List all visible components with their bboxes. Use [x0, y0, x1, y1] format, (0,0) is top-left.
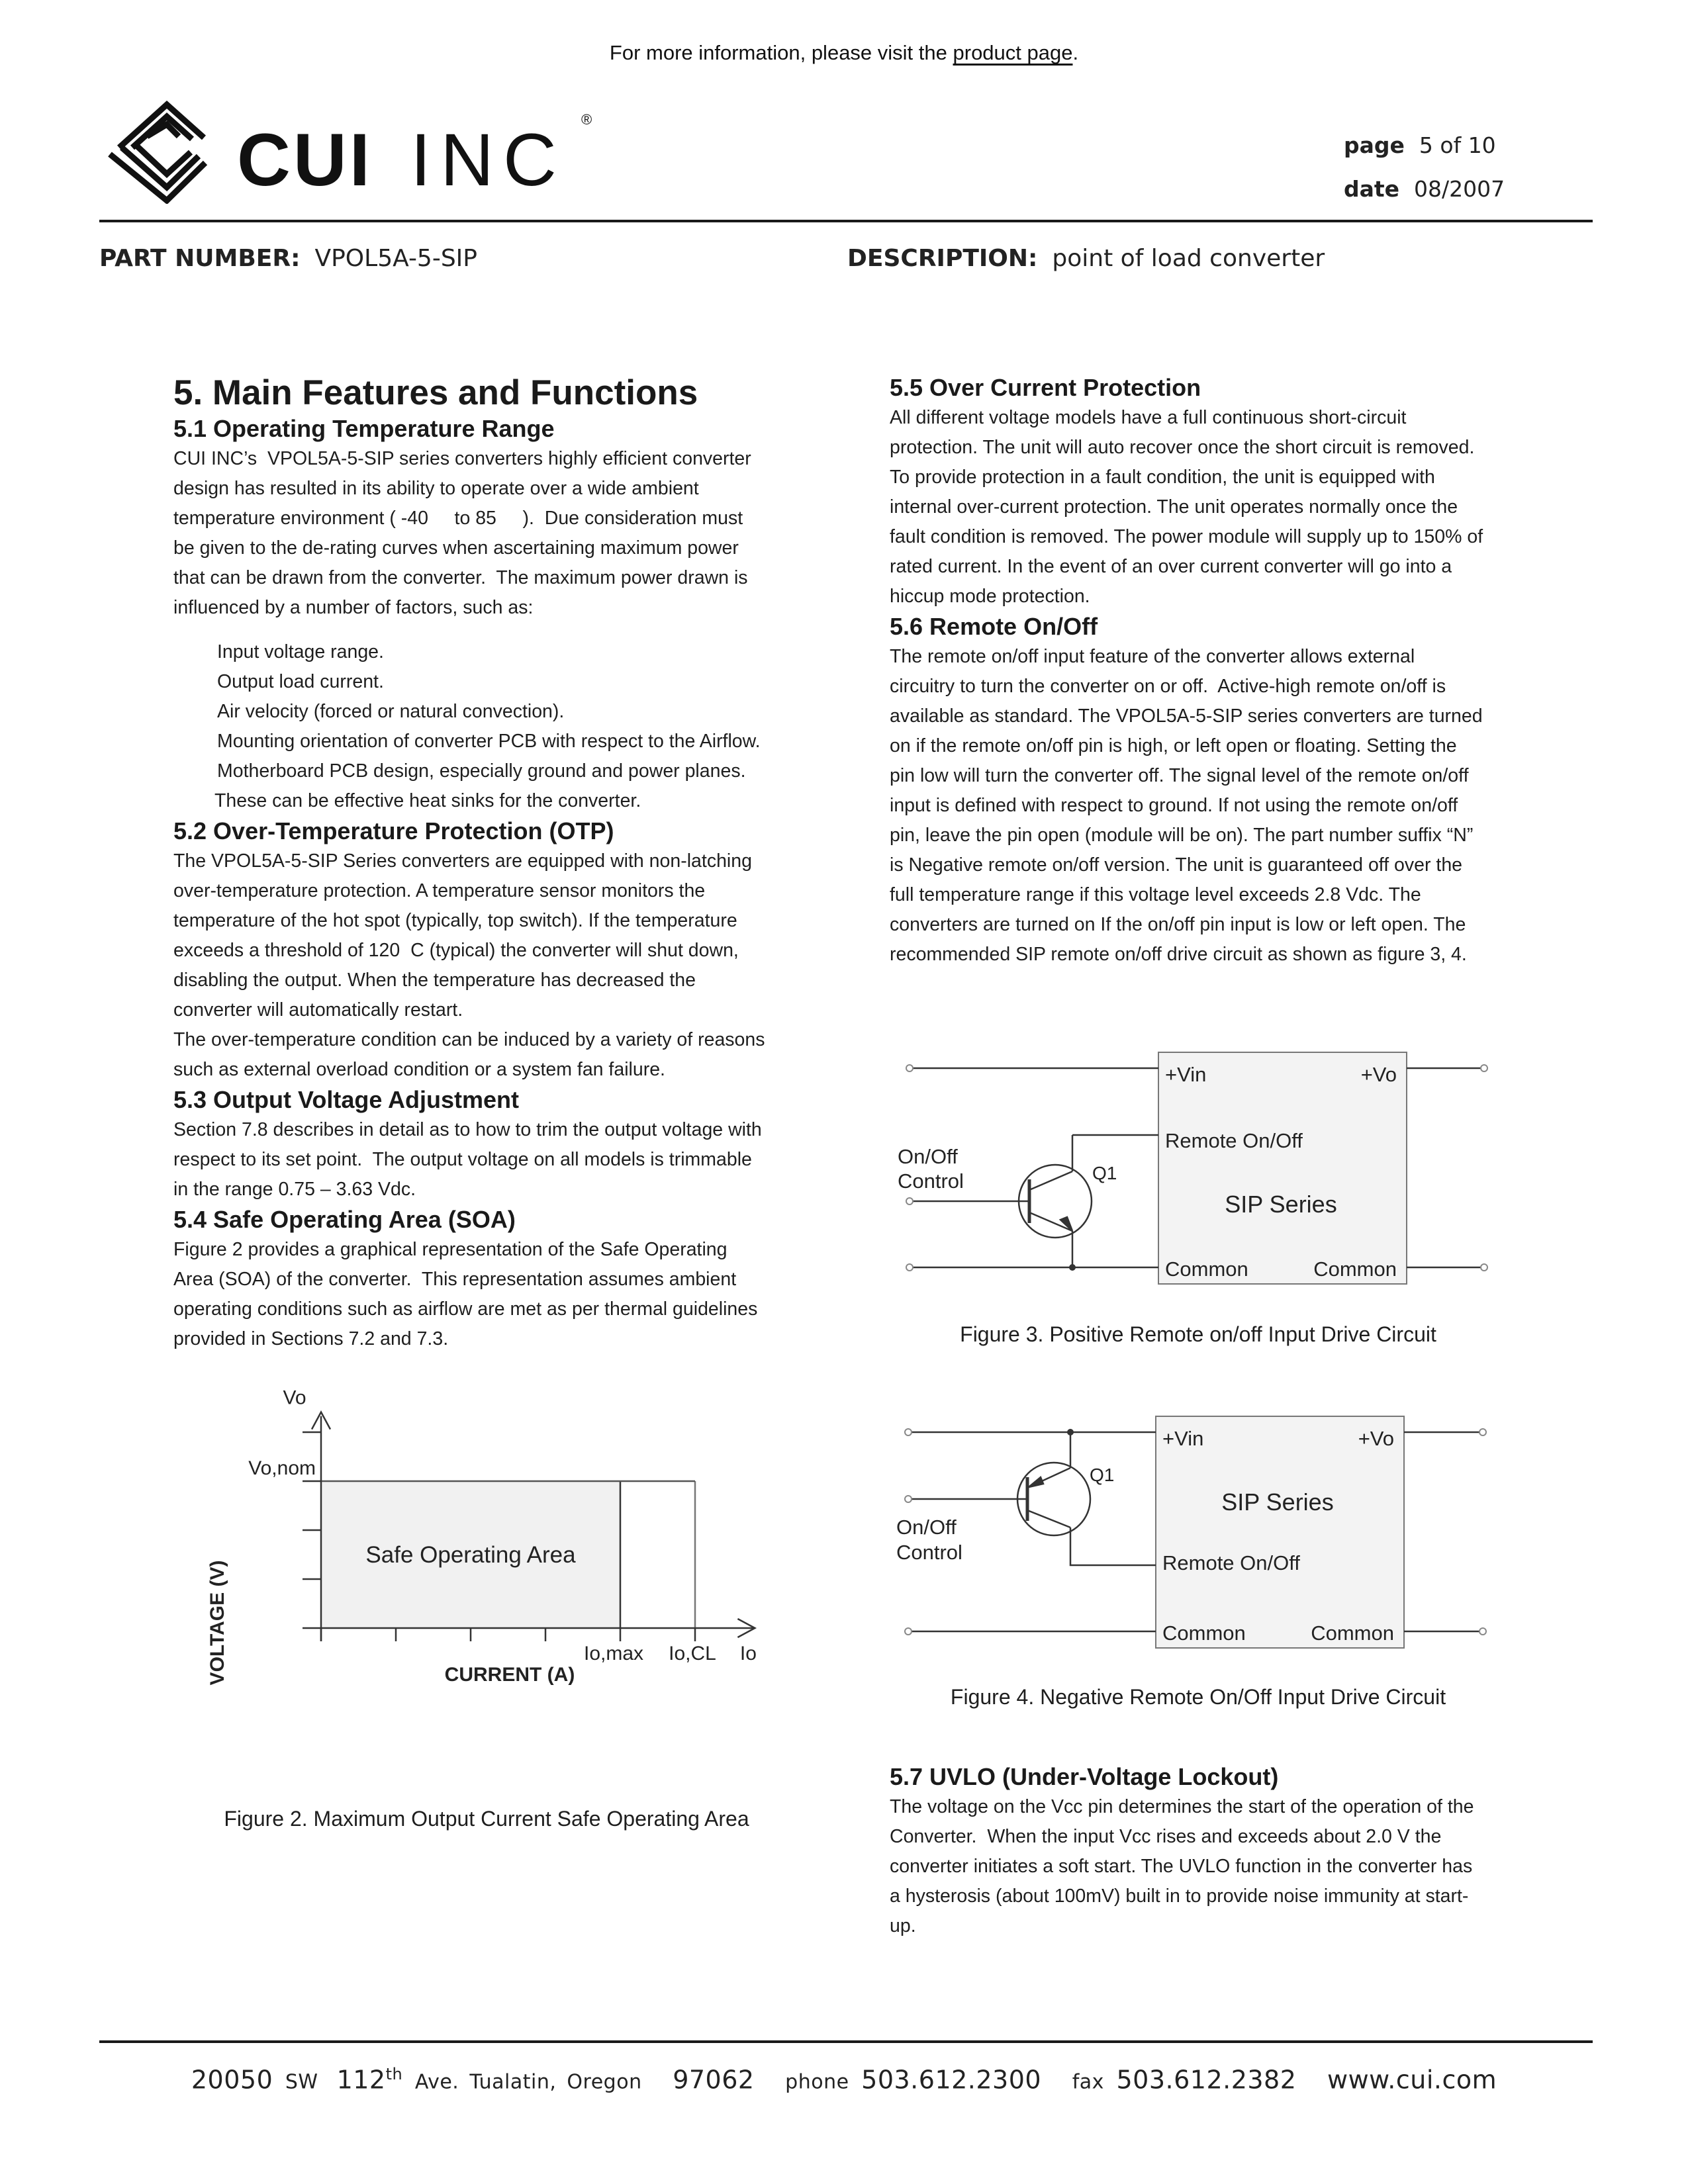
text-line: CUI INC’s VPOL5A-5-SIP series converters highly efficient converter	[173, 448, 751, 469]
page-label: page	[1344, 132, 1405, 158]
section-5-7-heading: 5.7 UVLO (Under-Voltage Lockout)	[890, 1763, 1279, 1790]
street-number: 20050	[191, 2065, 273, 2095]
text-line: respect to its set point. The output voltage on all models is trimmable	[173, 1149, 752, 1170]
page-value: 5 of 10	[1419, 132, 1496, 158]
page-indicator	[1344, 132, 1496, 158]
section-5-3-body	[173, 1115, 835, 1205]
text-line: circuitry to turn the converter on or off. Active-high remote on/off is	[890, 676, 1446, 697]
note-suffix: .	[1072, 41, 1079, 64]
registered-mark: ®	[581, 111, 592, 128]
date-label: date	[1344, 176, 1400, 202]
figure-3-caption: Figure 3. Positive Remote on/off Input Drive Circuit	[960, 1322, 1436, 1346]
phone-label: phone	[785, 2070, 849, 2094]
text-line: exceeds a threshold of 120 C (typical) the converter will shut down,	[173, 940, 739, 961]
text-line: The voltage on the Vcc pin determines the start of the operation of the	[890, 1796, 1474, 1817]
figure-4-caption: Figure 4. Negative Remote On/Off Input Drive Circuit	[950, 1685, 1446, 1709]
list-item: Mounting orientation of converter PCB with respect to the Airflow.	[217, 731, 761, 752]
description	[847, 245, 1325, 272]
factor-list	[173, 637, 835, 816]
text-line: temperature of the hot spot (typically, top switch). If the temperature	[173, 910, 737, 931]
part-number-label: PART NUMBER:	[99, 245, 301, 272]
description-label: DESCRIPTION:	[847, 245, 1038, 272]
text-line: that can be drawn from the converter. The maximum power drawn is	[173, 567, 748, 588]
text-line: hiccup mode protection.	[890, 586, 1090, 607]
sip-series-label: SIP Series	[1221, 1488, 1334, 1516]
text-line: pin low will turn the converter off. The signal level of the remote on/off	[890, 765, 1469, 786]
vin-label: +Vin	[1165, 1063, 1207, 1086]
section-5-4-heading: 5.4 Safe Operating Area (SOA)	[173, 1206, 516, 1233]
npn-transistor-icon	[1019, 1165, 1092, 1238]
right-column	[890, 373, 1552, 970]
footer-address	[0, 2065, 1688, 2095]
pnp-transistor-icon	[1017, 1463, 1090, 1535]
region-label: Safe Operating Area	[365, 1542, 576, 1568]
common-left-label: Common	[1165, 1257, 1248, 1281]
remote-label: Remote On/Off	[1162, 1551, 1300, 1574]
phone-number: 503.612.2300	[861, 2065, 1042, 2095]
text-line: The remote on/off input feature of the converter allows external	[890, 646, 1415, 667]
text-line: design has resulted in its ability to operate over a wide ambient	[173, 478, 699, 499]
text-line: influenced by a number of factors, such as:	[173, 597, 534, 618]
text-line: Converter. When the input Vcc rises and exceeds about 2.0 V the	[890, 1826, 1442, 1847]
text-line: converter initiates a soft start. The UVLO function in the converter has	[890, 1856, 1473, 1877]
note-prefix: For more information, please visit the	[609, 41, 953, 64]
street-suffix: th	[385, 2065, 403, 2083]
sip-series-label: SIP Series	[1225, 1191, 1337, 1218]
brand-name-light: INC	[410, 118, 566, 201]
part-number	[99, 245, 477, 272]
text-line: over-temperature protection. A temperature sensor monitors the	[173, 880, 706, 901]
vo-nom-label: Vo,nom	[248, 1457, 316, 1479]
control-label-line1: On/Off	[896, 1516, 957, 1539]
list-item: Output load current.	[217, 671, 384, 692]
text-line: in the range 0.75 – 3.63 Vdc.	[173, 1179, 416, 1200]
section-5-7	[890, 1762, 1552, 1941]
text-line: operating conditions such as airflow are met as per thermal guidelines	[173, 1298, 758, 1320]
fax-number: 503.612.2382	[1116, 2065, 1297, 2095]
footer-rule	[99, 2040, 1593, 2043]
control-label-line2: Control	[898, 1169, 964, 1193]
street-rest: Ave. Tualatin, Oregon	[414, 2070, 642, 2094]
sip-module-block	[1156, 1416, 1404, 1648]
text-line: input is defined with respect to ground. If not using the remote on/off	[890, 795, 1458, 816]
text-line: recommended SIP remote on/off drive circuit as shown as figure 3, 4.	[890, 944, 1467, 965]
text-line: be given to the de-rating curves when ascertaining maximum power	[173, 537, 739, 559]
common-left-label: Common	[1162, 1621, 1246, 1645]
vin-label: +Vin	[1162, 1427, 1204, 1450]
list-item: Motherboard PCB design, especially ground and power planes.	[217, 760, 746, 782]
section-5-2-body	[173, 846, 835, 1085]
text-line: converters are turned on If the on/off pin input is low or left open. The	[890, 914, 1466, 935]
text-line: internal over-current protection. The unit operates normally once the	[890, 496, 1458, 518]
section-5-6-body	[890, 642, 1552, 970]
remote-wire	[1070, 1527, 1156, 1565]
street-no: 112	[336, 2065, 386, 2095]
section-5-3-heading: 5.3 Output Voltage Adjustment	[173, 1086, 520, 1113]
brand-name-bold: CUI	[237, 118, 373, 201]
text-line: such as external overload condition or a system fan failure.	[173, 1059, 665, 1080]
text-line: temperature environment ( -40 to 85 ). Due consideration must	[173, 508, 743, 529]
control-label-line2: Control	[896, 1541, 962, 1564]
header-rule	[99, 220, 1593, 222]
section-5-6-heading: 5.6 Remote On/Off	[890, 613, 1098, 640]
section-5-4-body	[173, 1235, 835, 1354]
junction-dot	[1067, 1429, 1074, 1435]
sip-module-block	[1158, 1052, 1407, 1284]
cui-logo	[106, 98, 609, 204]
figure-4-circuit	[887, 1396, 1509, 1674]
cui-diamond-icon	[110, 105, 205, 201]
text-line: protection. The unit will auto recover once the short circuit is removed.	[890, 437, 1475, 458]
text-line: available as standard. The VPOL5A-5-SIP series converters are turned	[890, 705, 1483, 727]
text-line: on if the remote on/off pin is high, or left open or floating. Setting the	[890, 735, 1457, 756]
page-title: 5. Main Features and Functions	[173, 373, 698, 412]
date-indicator	[1344, 176, 1505, 202]
y-axis-label: VOLTAGE (V)	[207, 1560, 228, 1686]
factor-list-note: These can be effective heat sinks for the converter.	[214, 790, 641, 811]
figure-3-circuit	[887, 1032, 1509, 1310]
x-axis-symbol: Io	[739, 1643, 757, 1664]
left-column	[173, 373, 835, 1354]
product-page-link[interactable]: product page	[953, 41, 1073, 64]
junction-dot	[1069, 1264, 1076, 1271]
list-item: Air velocity (forced or natural convection).	[217, 701, 565, 722]
vo-label: +Vo	[1360, 1063, 1397, 1086]
section-5-1-body	[173, 444, 835, 623]
text-line: converter will automatically restart.	[173, 999, 463, 1021]
section-5-5-heading: 5.5 Over Current Protection	[890, 374, 1201, 401]
text-line: To provide protection in a fault condition, the unit is equipped with	[890, 467, 1435, 488]
part-number-value: VPOL5A-5-SIP	[314, 245, 477, 272]
x-axis-label: CURRENT (A)	[444, 1664, 575, 1686]
figure-2-caption: Figure 2. Maximum Output Current Safe Operating Area	[224, 1807, 749, 1831]
section-5-2-heading: 5.2 Over-Temperature Protection (OTP)	[173, 817, 614, 844]
vo-label: +Vo	[1358, 1427, 1394, 1450]
product-page-note	[0, 41, 1688, 65]
control-label-line1: On/Off	[898, 1145, 958, 1168]
text-line: provided in Sections 7.2 and 7.3.	[173, 1328, 449, 1349]
section-5-7-body	[890, 1792, 1552, 1941]
q1-label: Q1	[1092, 1163, 1117, 1183]
website-link[interactable]: www.cui.com	[1327, 2065, 1497, 2095]
text-line: pin, leave the pin open (module will be on). The part number suffix “N”	[890, 825, 1474, 846]
street-direction: SW	[285, 2070, 318, 2094]
section-5-1-heading: 5.1 Operating Temperature Range	[173, 415, 555, 442]
text-line: Figure 2 provides a graphical representation of the Safe Operating	[173, 1239, 727, 1260]
q1-label: Q1	[1090, 1465, 1115, 1485]
y-axis-symbol: Vo	[283, 1387, 306, 1409]
io-cl-label: Io,CL	[669, 1643, 716, 1664]
description-value: point of load converter	[1052, 245, 1325, 272]
text-line: Area (SOA) of the converter. This representation assumes ambient	[173, 1269, 737, 1290]
text-line: fault condition is removed. The power module will supply up to 150% of	[890, 526, 1483, 547]
text-line: is Negative remote on/off version. The unit is guaranteed off over the	[890, 854, 1463, 876]
section-5-5-body	[890, 403, 1552, 612]
text-line: Section 7.8 describes in detail as to how to trim the output voltage with	[173, 1119, 762, 1140]
text-line: The over-temperature condition can be induced by a variety of reasons	[173, 1029, 765, 1050]
text-line: All different voltage models have a full continuous short-circuit	[890, 407, 1407, 428]
date-value: 08/2007	[1414, 176, 1505, 202]
text-line: full temperature range if this voltage level exceeds 2.8 Vdc. The	[890, 884, 1421, 905]
common-right-label: Common	[1313, 1257, 1397, 1281]
zip-code: 97062	[673, 2065, 755, 2095]
text-line: The VPOL5A-5-SIP Series converters are equipped with non-latching	[173, 850, 752, 872]
text-line: a hysterosis (about 100mV) built in to provide noise immunity at start-	[890, 1886, 1469, 1907]
text-line: rated current. In the event of an over current converter will go into a	[890, 556, 1452, 577]
fax-label: fax	[1072, 2070, 1104, 2094]
list-item: Input voltage range.	[217, 641, 384, 662]
soa-chart	[199, 1377, 794, 1747]
text-line: up.	[890, 1915, 916, 1936]
io-max-label: Io,max	[583, 1643, 644, 1664]
text-line: disabling the output. When the temperature has decreased the	[173, 970, 696, 991]
common-right-label: Common	[1311, 1621, 1394, 1645]
remote-label: Remote On/Off	[1165, 1129, 1303, 1152]
